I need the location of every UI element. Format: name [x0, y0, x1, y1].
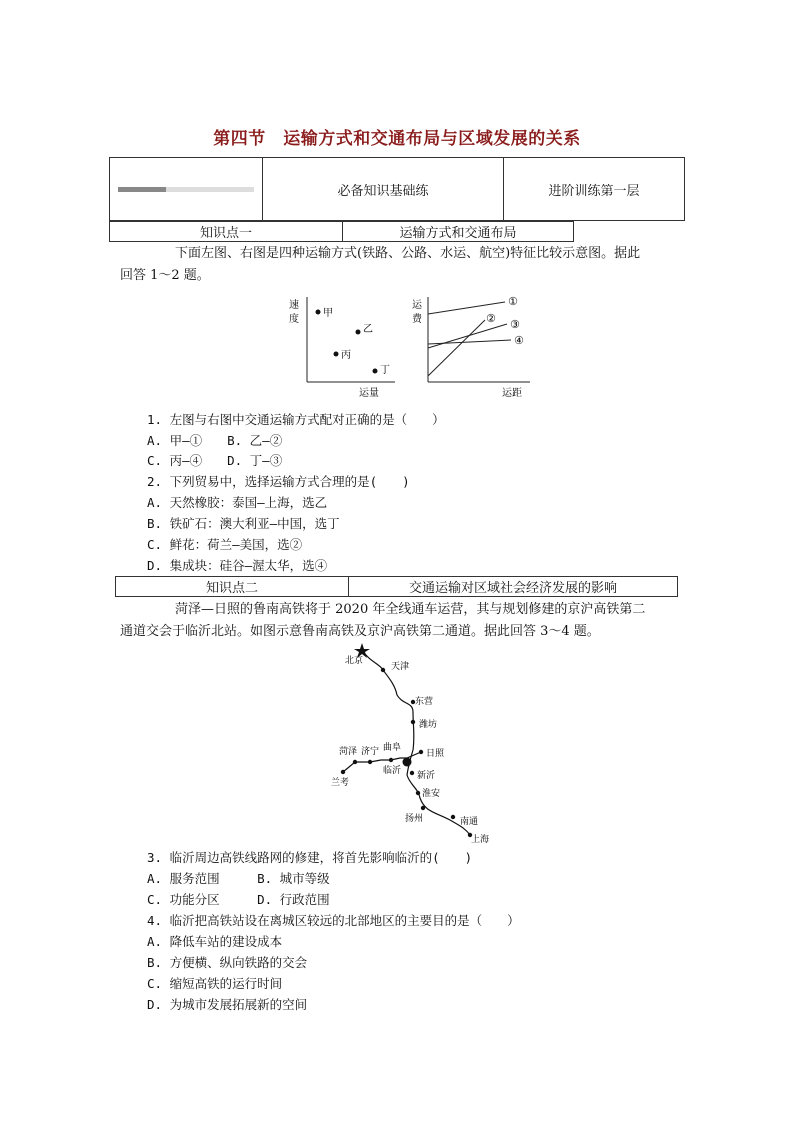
- chart-left: [285, 292, 400, 402]
- city-nantong: 南通: [460, 817, 479, 827]
- left-ylabel-1: 速: [289, 300, 299, 311]
- line-3: [428, 324, 507, 348]
- q3: 3. 临沂周边高铁线路网的修建，将首先影响临沂的( ): [147, 850, 473, 865]
- label-3: ③: [510, 318, 520, 331]
- label-2: ②: [486, 312, 496, 325]
- q2b: B. 铁矿石：澳大利亚—中国，选丁: [147, 516, 340, 531]
- right-ylabel-2: 费: [412, 314, 422, 325]
- city-xinyi: 新沂: [417, 771, 436, 781]
- kp2-name: 交通运输对区域社会经济发展的影响: [349, 577, 678, 597]
- intro1: 下面左图、右图是四种运输方式(铁路、公路、水运、航空)特征比较示意图。据此: [175, 246, 641, 261]
- city-yangzhou: 扬州: [405, 814, 424, 824]
- progress-bar: [118, 187, 254, 192]
- label-4: ④: [514, 334, 524, 347]
- label-1: ①: [508, 295, 518, 308]
- point-yi: [356, 330, 361, 335]
- kp1-name: 运输方式和交通布局: [343, 222, 574, 242]
- city-huaian: 淮安: [422, 789, 441, 799]
- city-beijing: 北京: [345, 656, 364, 666]
- intro1b: 回答 1～2 题。: [120, 268, 210, 283]
- city-linyi: 临沂: [383, 766, 402, 776]
- point-ding: [373, 369, 378, 374]
- rail-line-north-south: [362, 650, 470, 835]
- header-col2: 必备知识基础练: [263, 158, 504, 221]
- q2d: D. 集成块：硅谷—渥太华，选④: [147, 558, 328, 573]
- label-jia: 甲: [323, 308, 333, 319]
- left-xlabel: 运量: [359, 388, 379, 399]
- q1c: C. 丙—④ D. 丁—③: [147, 453, 283, 468]
- q4a: A. 降低车站的建设成本: [147, 934, 283, 949]
- right-xlabel: 运距: [502, 388, 522, 399]
- kp1-table: [109, 221, 574, 242]
- city-qufu: 曲阜: [383, 743, 402, 753]
- point-jia: [316, 310, 321, 315]
- city-tianjin: 天津: [391, 662, 410, 672]
- header-table: [109, 157, 685, 221]
- q3a: A. 服务范围 B. 城市等级: [147, 871, 330, 886]
- q4d: D. 为城市发展拓展新的空间: [147, 997, 308, 1012]
- q1: 1. 左图与右图中交通运输方式配对正确的是（ ）: [147, 412, 445, 427]
- kp1-label: 知识点一: [110, 222, 343, 242]
- rail-map: [325, 640, 505, 845]
- city-lankao: 兰考: [331, 778, 350, 788]
- intro2: 菏泽—日照的鲁南高铁将于 2020 年全线通车运营，其与规划修建的京沪高铁第二: [175, 602, 646, 617]
- city-jining: 济宁: [361, 747, 380, 757]
- page-title: 第四节 运输方式和交通布局与区域发展的关系: [213, 129, 581, 149]
- line-4: [428, 340, 511, 344]
- progress-cell: [110, 158, 263, 221]
- label-yi: 乙: [363, 324, 373, 335]
- kp2-label: 知识点二: [116, 577, 349, 597]
- line-2: [428, 320, 485, 376]
- city-rizhao: 日照: [426, 749, 445, 759]
- q4b: B. 方便横、纵向铁路的交会: [147, 955, 308, 970]
- q4c: C. 缩短高铁的运行时间: [147, 976, 283, 991]
- right-ylabel-1: 运: [412, 300, 422, 311]
- chart-right: [410, 292, 545, 402]
- kp2-table: [115, 576, 678, 597]
- city-dongying: 东营: [415, 697, 434, 707]
- label-ding: 丁: [380, 365, 390, 376]
- label-bing: 丙: [341, 350, 351, 361]
- point-bing: [334, 352, 339, 357]
- intro2b: 通道交会于临沂北站。如图示意鲁南高铁及京沪高铁第二通道。据此回答 3～4 题。: [120, 624, 600, 639]
- rail-line-lankao: [343, 762, 355, 772]
- city-heze: 菏泽: [339, 747, 358, 757]
- city-shanghai: 上海: [471, 835, 490, 845]
- q2: 2. 下列贸易中，选择运输方式合理的是( ): [147, 474, 410, 489]
- q2a: A. 天然橡胶：泰国—上海，选乙: [147, 495, 328, 510]
- q1a: A. 甲—① B. 乙—②: [147, 433, 283, 448]
- left-ylabel-2: 度: [289, 314, 299, 325]
- q4: 4. 临沂把高铁站设在离城区较远的北部地区的主要目的是（ ）: [147, 913, 520, 928]
- linyi-station-icon: [403, 758, 412, 767]
- q3c: C. 功能分区 D. 行政范围: [147, 892, 330, 907]
- header-col3: 进阶训练第一层: [504, 158, 685, 221]
- q2c: C. 鲜花：荷兰—美国，选②: [147, 537, 303, 552]
- city-weifang: 潍坊: [419, 720, 438, 730]
